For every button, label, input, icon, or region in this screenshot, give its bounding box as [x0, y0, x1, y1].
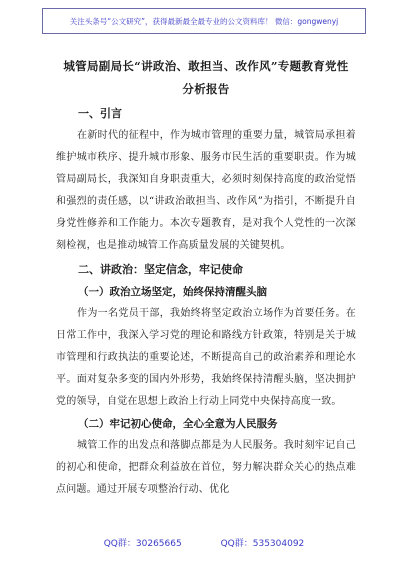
- document-title-line2: 分析报告: [182, 82, 230, 96]
- subsection1-paragraph: 作为一名党员干部，我始终将坚定政治立场作为首要任务。在日常工作中，我深入学习党的理论和路线方针政策，特别是关于城市管理和行政执法的重要论述，不断提高自己的政治素养和理论水平。面对复杂多变的国内外形势，我始终保持清醒头脑，坚决拥护党的领导，自觉在思想上政治上行动上同党中央保持高度一致。: [56, 308, 356, 407]
- banner-text: 关注头条号“公文研究”，获得最新最全最专业的公文资料库！ 微信：gongwenyj: [69, 16, 339, 26]
- section1-heading: 一、引言: [78, 107, 122, 120]
- section1-paragraph: 在新时代的征程中，作为城市管理的重要力量，城管局承担着维护城市秩序、提升城市形象、服务市民生活的重要职责。作为城管局副局长，我深知自身职责重大，必须时刻保持高度的政治觉悟和强烈的责任感，以“讲政治敢担当、改作风”为指引，不断提升自身党性修养和工作能力。本次专题教育，是对我个人党性的一次深刻检视，也是推动城管工作高质量发展的关键契机。: [56, 130, 356, 251]
- footer-qq1: QQ群：30265665: [103, 539, 182, 549]
- subsection1-heading: （一）政治立场坚定，始终保持清醒头脑: [78, 286, 267, 298]
- subsection2-heading: （二）牢记初心使命，全心全意为人民服务: [78, 418, 278, 430]
- footer: [0, 536, 408, 549]
- document-title-line1: 城管局副局长“讲政治、敢担当、改作风”专题教育党性: [63, 59, 349, 73]
- subsection2-paragraph: 城管工作的出发点和落脚点都是为人民服务。我时刻牢记自己的初心和使命，把群众利益放在首位，努力解决群众关心的热点难点问题。通过开展专项整治行动、优化: [56, 440, 356, 495]
- footer-qq2: QQ群：535304092: [220, 539, 305, 549]
- document-body: [56, 55, 356, 501]
- section2-heading: 二、讲政治：坚定信念，牢记使命: [78, 263, 243, 276]
- header-banner: [42, 8, 366, 34]
